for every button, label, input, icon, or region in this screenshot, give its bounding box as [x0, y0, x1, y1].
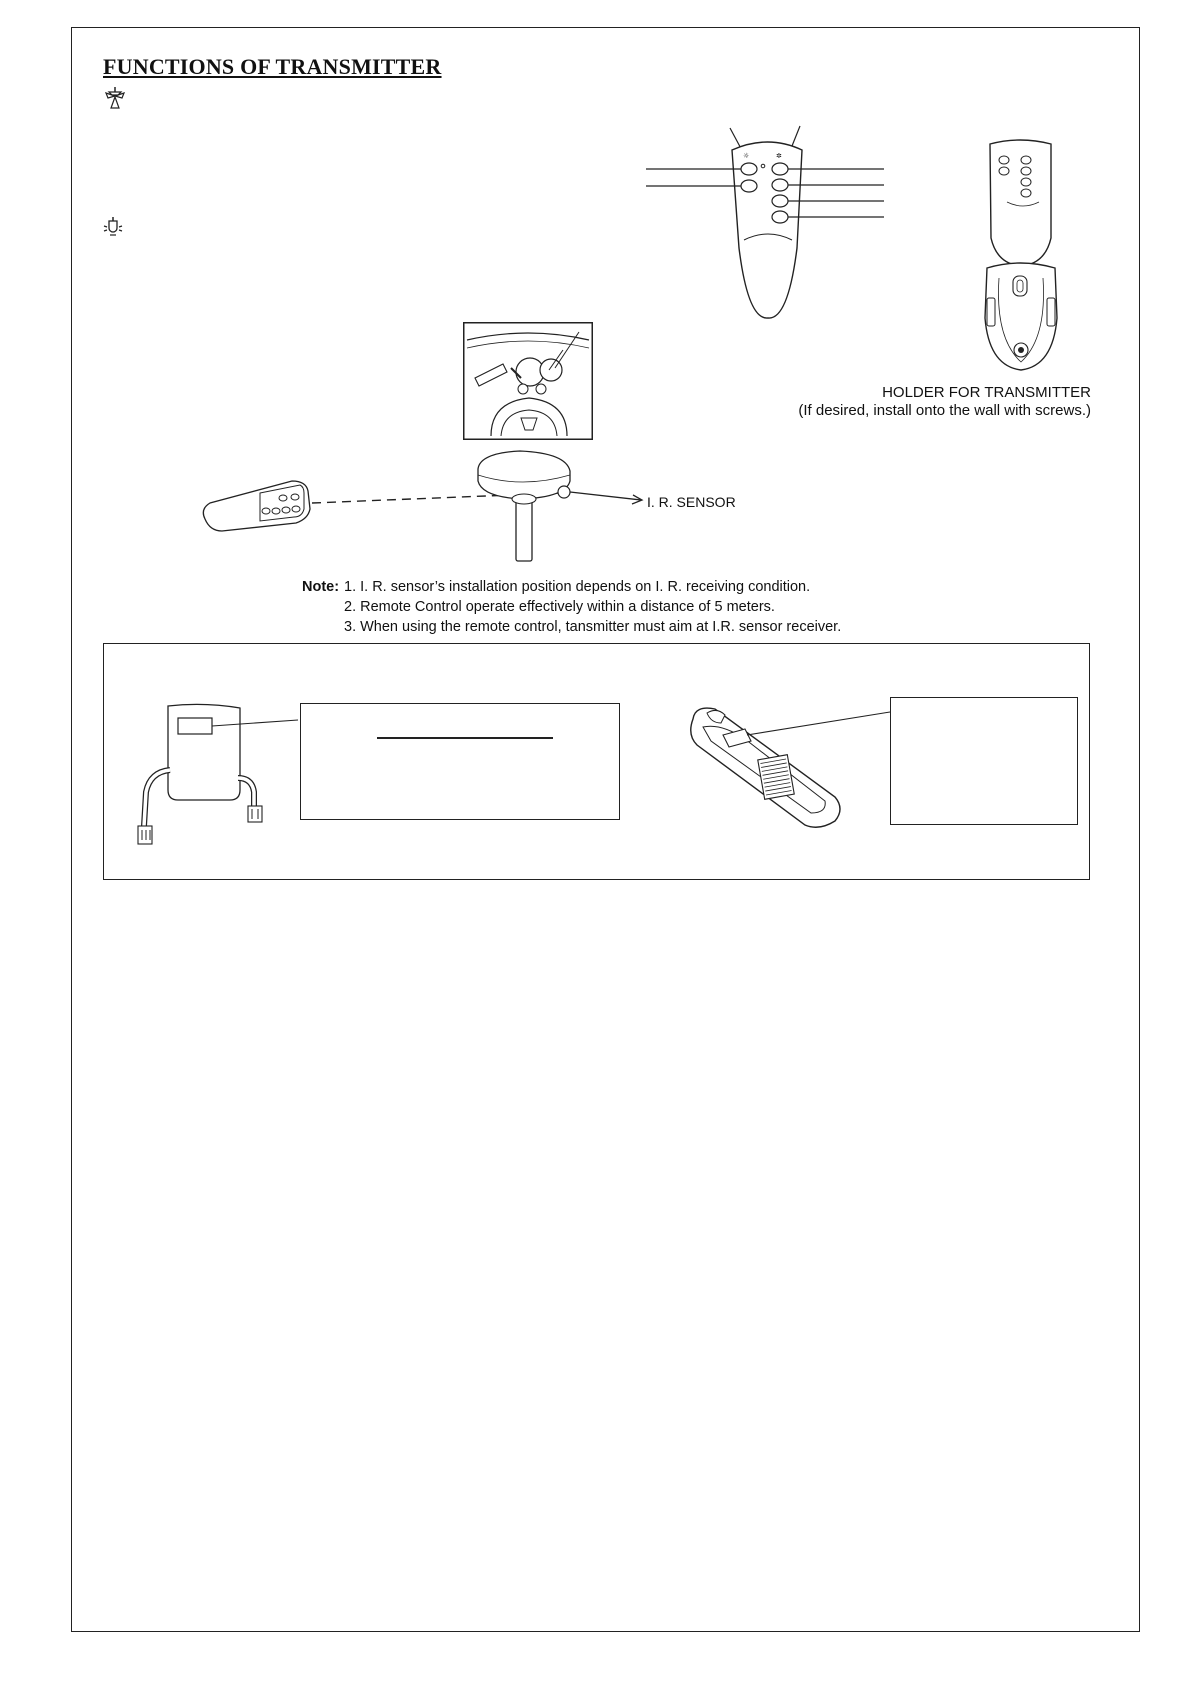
- note-item-3: 3. When using the remote control, tansmitter must aim at I.R. sensor receiver.: [344, 619, 842, 635]
- ir-sensor-diagram: [200, 447, 650, 567]
- light-button: [741, 163, 757, 175]
- fan-off-button: [772, 211, 788, 223]
- page-title: FUNCTIONS OF TRANSMITTER: [103, 54, 442, 79]
- ir-sensor-label: I. R. SENSOR: [647, 494, 736, 510]
- fan-icon: [103, 86, 127, 110]
- holder-caption: [798, 384, 1091, 420]
- note-section: [302, 577, 841, 637]
- fan-medium-button: [772, 179, 788, 191]
- note-item-2: 2. Remote Control operate effectively within a distance of 5 meters.: [344, 599, 775, 615]
- canopy-inset-diagram: [463, 322, 593, 440]
- label-divider: [377, 737, 553, 739]
- transmitter-back-diagram: [685, 705, 895, 835]
- holder-subtitle: (If desired, install onto the wall with screws.): [798, 402, 1091, 419]
- light-bulb-icon: [101, 216, 125, 238]
- svg-text:☼: ☼: [743, 152, 750, 160]
- off-button: [741, 180, 757, 192]
- receiver-label-box: [300, 703, 620, 820]
- transmitter-label-box: [890, 697, 1078, 825]
- transmitter-holder-diagram: [985, 138, 1065, 378]
- fan-high-button: [772, 163, 788, 175]
- note-label: Note:: [302, 579, 340, 595]
- holder-title: HOLDER FOR TRANSMITTER: [882, 384, 1091, 401]
- fan-low-button: [772, 195, 788, 207]
- svg-text:✲: ✲: [776, 152, 782, 160]
- transmitter-diagram: [640, 120, 900, 325]
- note-item-1: 1. I. R. sensor’s installation position depends on I. R. receiving condition.: [344, 579, 811, 595]
- receiver-unit-diagram: [140, 700, 300, 850]
